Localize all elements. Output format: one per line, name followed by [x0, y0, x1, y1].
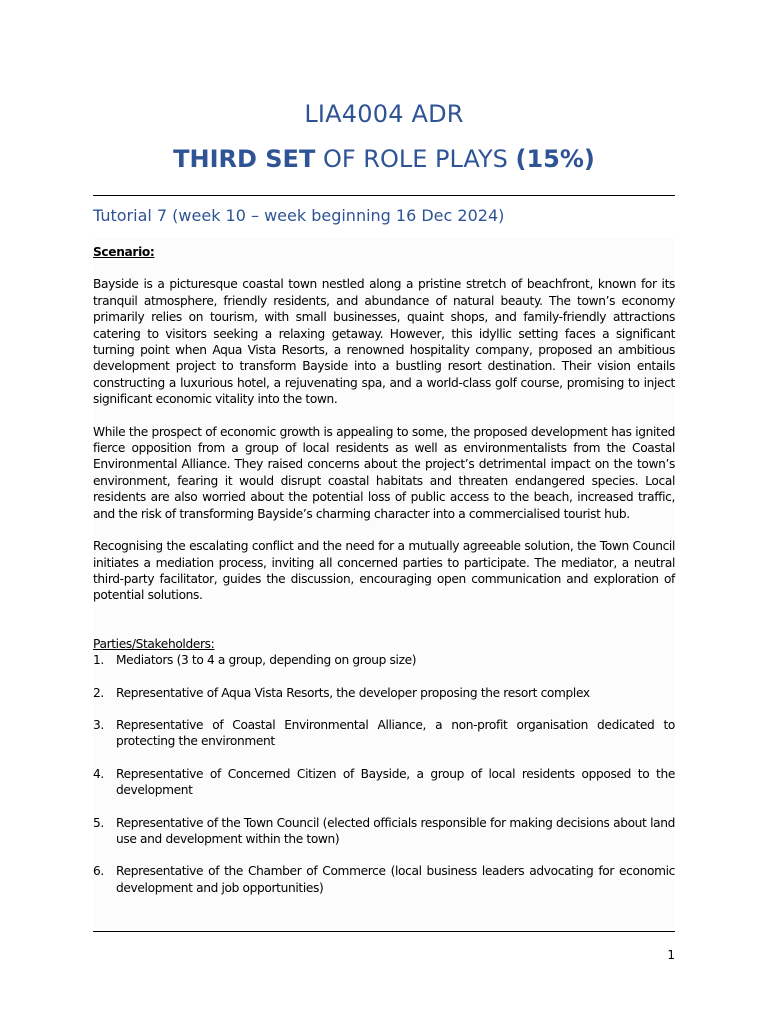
- party-text: Representative of the Town Council (elected officials responsible for making decisions about land use and development within the town): [116, 815, 675, 846]
- scenario-paragraph: Bayside is a picturesque coastal town nestled along a pristine stretch of beachfront, known for its tranquil atmosphere, friendly residents, and abundance of natural beauty. The town’s economy primarily relies on tourism, with small businesses, quaint shops, and family-friendly attractions catering to visitors seeking a relaxing getaway. However, this idyllic setting faces a significant turning point when Aqua Vista Resorts, a renowned hospitality company, proposed an ambitious development project to transform Bayside into a bustling resort destination. Their vision entails constructing a luxurious hotel, a rejuvenating spa, and a world-class golf course, promising to inject significant economic vitality into the town.: [93, 277, 675, 407]
- party-item: [93, 685, 675, 701]
- tutorial-heading: Tutorial 7 (week 10 – week beginning 16 Dec 2024): [93, 206, 505, 225]
- party-text: Representative of Coastal Environmental Alliance, a non-profit organisation dedicated to protecting the environment: [116, 717, 675, 749]
- party-number: 6.: [93, 864, 104, 879]
- title-weight-part: (15%): [515, 145, 595, 173]
- page-number: 1: [667, 948, 675, 962]
- party-number: 4.: [93, 766, 104, 781]
- party-number: 2.: [93, 685, 104, 700]
- party-item: [93, 717, 675, 750]
- role-play-title: [0, 145, 768, 173]
- scenario-heading: Scenario:: [93, 245, 155, 259]
- title-bold-part: THIRD SET: [173, 145, 316, 173]
- party-item: [93, 863, 675, 896]
- party-item: [93, 766, 675, 799]
- parties-list: [93, 652, 675, 896]
- course-title: LIA4004 ADR: [304, 100, 464, 128]
- bottom-divider: [93, 931, 675, 932]
- document-body: [93, 244, 675, 912]
- party-number: 5.: [93, 815, 104, 830]
- parties-heading: Parties/Stakeholders:: [93, 636, 215, 651]
- party-item: [93, 652, 675, 668]
- party-text: Mediators (3 to 4 a group, depending on group size): [116, 653, 417, 668]
- party-text: Representative of Aqua Vista Resorts, the developer proposing the resort complex: [116, 685, 590, 700]
- party-text: Representative of the Chamber of Commerce (local business leaders advocating for economic development and job opportunities): [116, 864, 675, 895]
- party-item: [93, 815, 675, 848]
- top-divider: [93, 195, 675, 196]
- title-middle-part: OF ROLE PLAYS: [315, 145, 516, 173]
- party-number: 3.: [93, 717, 104, 732]
- party-number: 1.: [93, 653, 104, 668]
- scenario-paragraph: While the prospect of economic growth is appealing to some, the proposed development has ignited fierce opposition from a group of local residents as well as environmentalists from the Coastal Environmental Alliance. They raised concerns about the project’s detrimental impact on the town’s environment, fearing it would disrupt coastal habitats and threaten endangered species. Local residents are also worried about the potential loss of public access to the beach, increased traffic, and the risk of transforming Bayside’s charming character into a commercialised tourist hub.: [93, 424, 675, 521]
- scenario-paragraph: Recognising the escalating conflict and the need for a mutually agreeable solution, the Town Council initiates a mediation process, inviting all concerned parties to participate. The mediator, a neutral third-party facilitator, guides the discussion, encouraging open communication and exploration of potential solutions.: [93, 539, 675, 603]
- party-text: Representative of Concerned Citizen of Bayside, a group of local residents opposed to the development: [116, 766, 675, 798]
